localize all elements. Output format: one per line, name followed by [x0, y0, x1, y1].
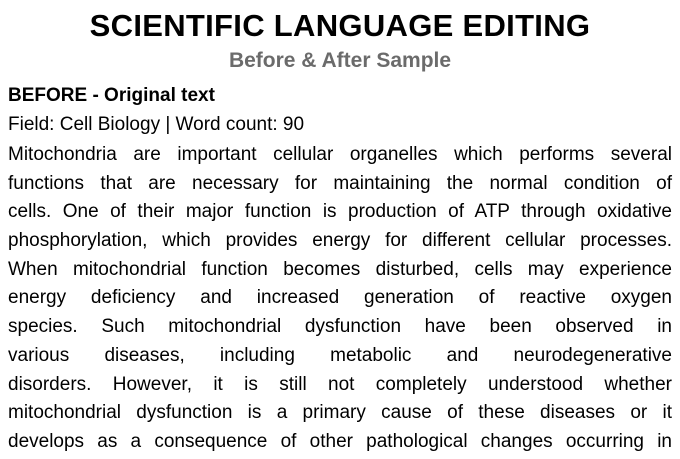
text-line: Mitochondria are important cellular organelles which performs several	[8, 144, 672, 165]
text-line: cells. One of their major function is production of ATP through oxidative	[8, 201, 672, 223]
text-line: functions that are necessary for maintaining the normal condition of	[8, 172, 672, 194]
text-line: develops as a consequence of other pathological changes occurring in	[8, 430, 672, 452]
text-line: phosphorylation, which provides energy for different cellular processes.	[8, 230, 672, 252]
page-title: SCIENTIFIC LANGUAGE EDITING	[89, 8, 591, 43]
text-line: disorders. However, it is still not completely understood whether	[8, 373, 672, 395]
text-line: When mitochondrial function becomes disturbed, cells may experience	[8, 258, 672, 280]
page-subtitle: Before & After Sample	[228, 49, 452, 72]
text-line: species. Such mitochondrial dysfunction have been observed in	[8, 316, 672, 338]
original-text-body	[8, 141, 672, 457]
text-line: various diseases, including metabolic and neurodegenerative	[8, 344, 672, 366]
text-line: energy deficiency and increased generation of reactive oxygen	[8, 287, 672, 309]
text-line: mitochondrial dysfunction is a primary cause of these diseases or it	[8, 402, 672, 424]
document-meta: Field: Cell Biology | Word count: 90	[8, 114, 305, 135]
before-section-heading: BEFORE - Original text	[8, 85, 215, 106]
